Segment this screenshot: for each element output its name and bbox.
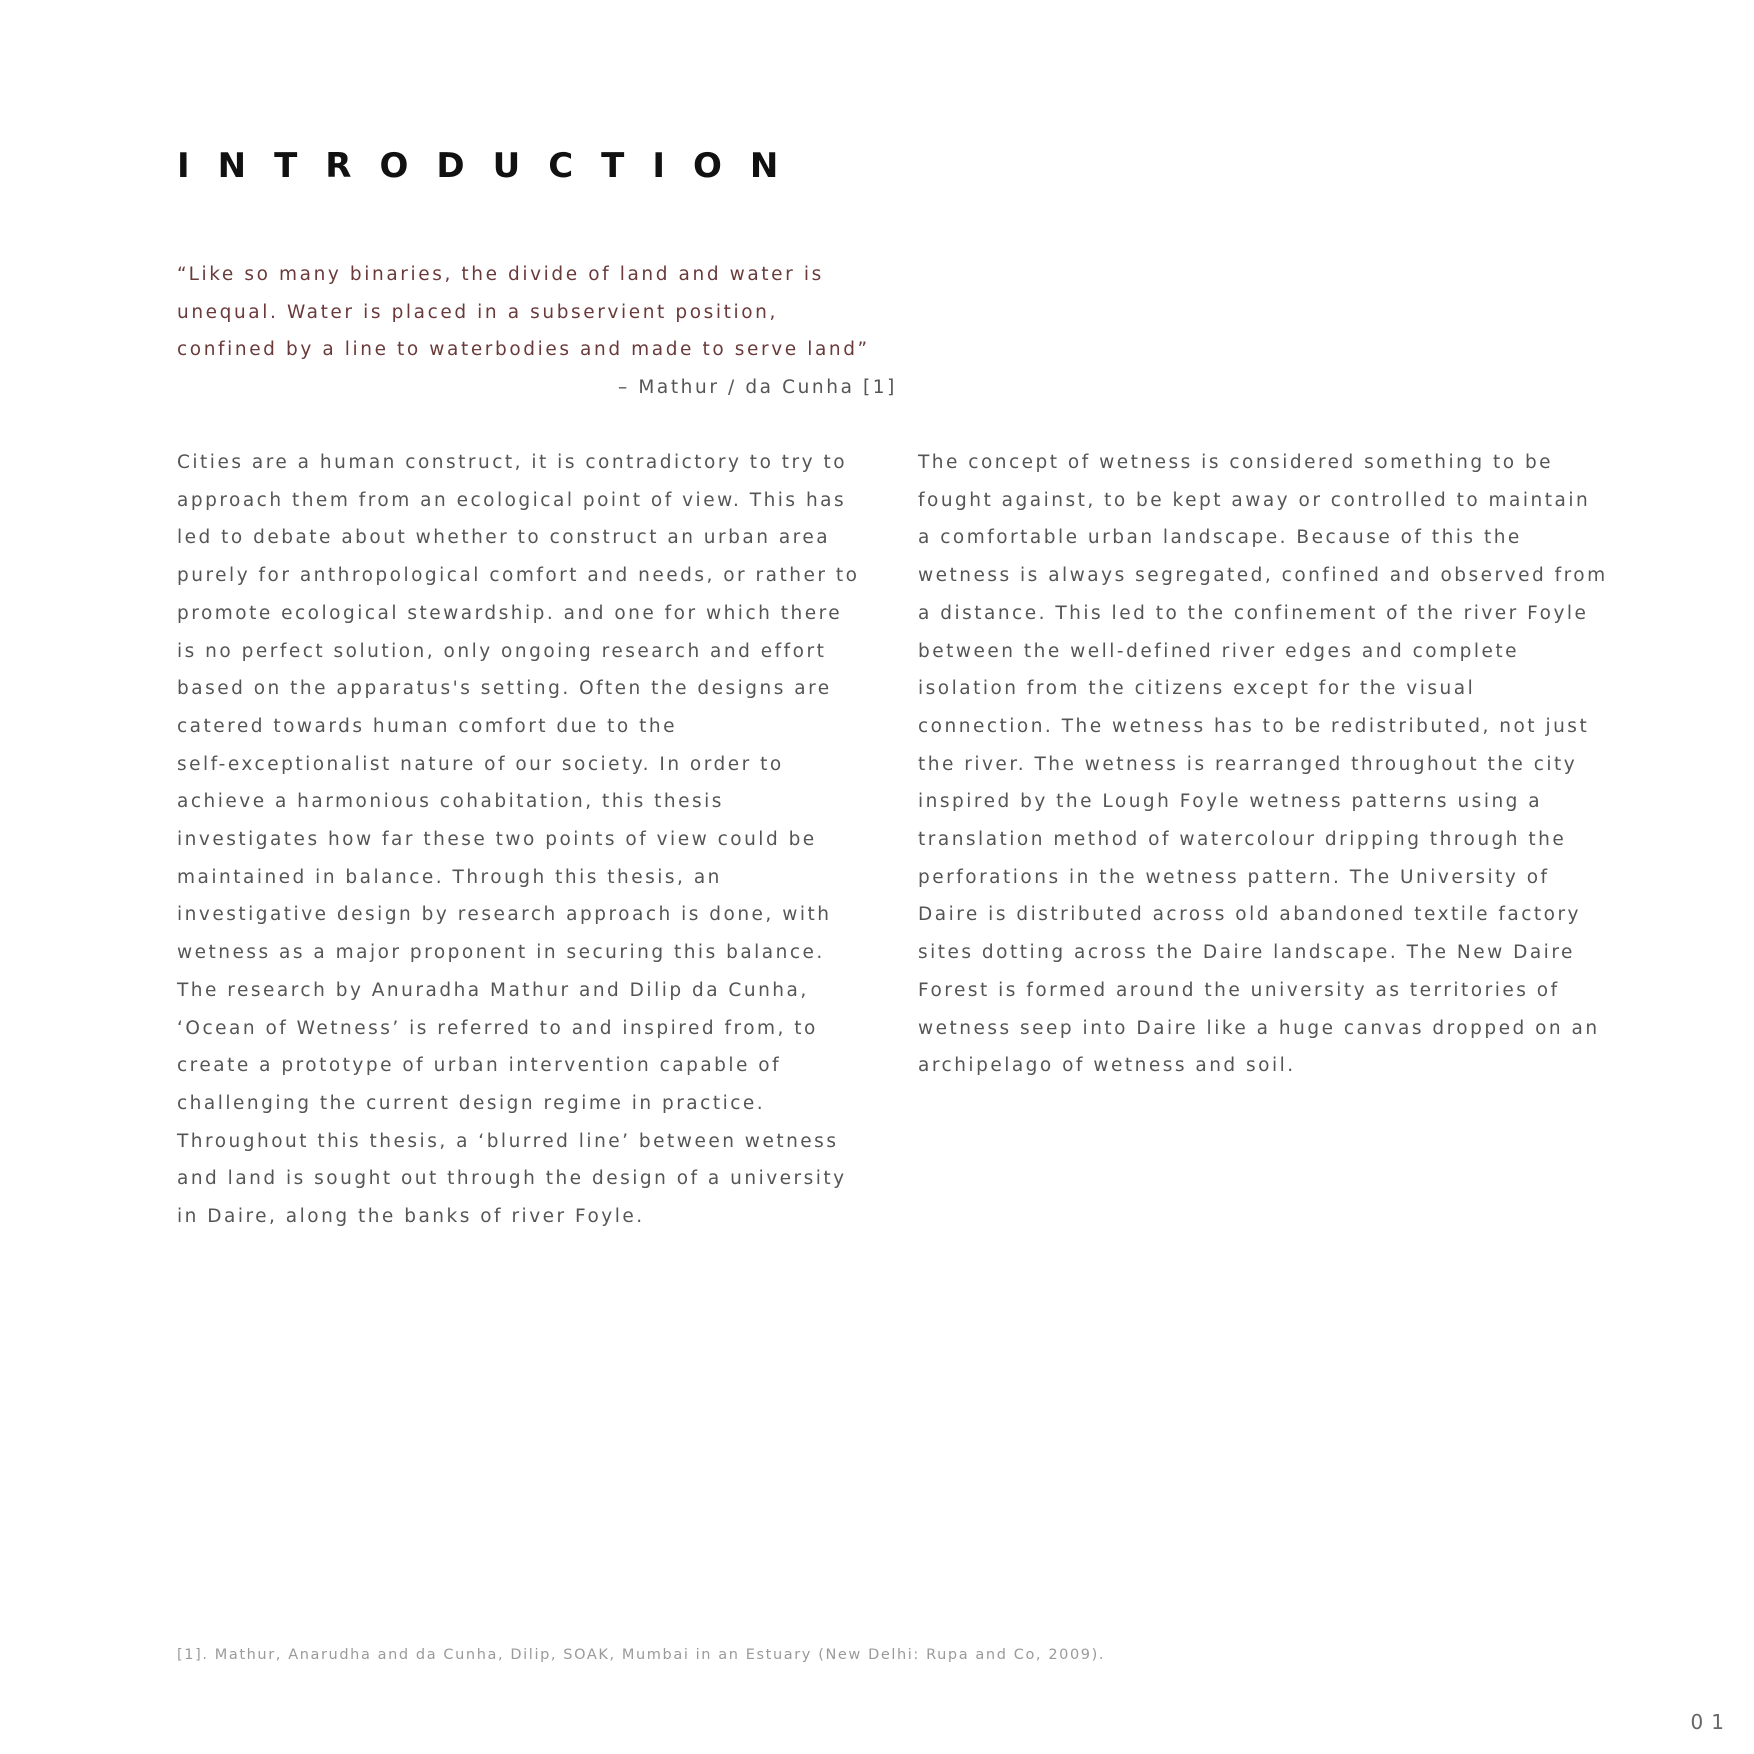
body-line: archipelago of wetness and soil. — [918, 1055, 1296, 1077]
body-line: The research by Anuradha Mathur and Dilip da Cunha, — [177, 979, 809, 1001]
body-line: isolation from the citizens except for the visual — [918, 678, 1476, 700]
body-line: create a prototype of urban intervention capable of — [177, 1055, 782, 1077]
body-line: approach them from an ecological point of view. This has — [177, 489, 847, 511]
body-line: is no perfect solution, only ongoing research and effort — [177, 640, 827, 662]
body-line: and land is sought out through the design of a university — [177, 1168, 847, 1190]
body-line: between the well-defined river edges and complete — [918, 640, 1520, 662]
body-line: self-exceptionalist nature of our society. In order to — [177, 753, 784, 775]
body-line: wetness as a major proponent in securing this balance. — [177, 942, 825, 964]
body-line: connection. The wetness has to be redistributed, not just — [918, 715, 1590, 737]
body-line: wetness is always segregated, confined and observed from — [918, 565, 1608, 587]
body-line: the river. The wetness is rearranged throughout the city — [918, 753, 1578, 775]
body-line: inspired by the Lough Foyle wetness patterns using a — [918, 791, 1543, 813]
body-line: in Daire, along the banks of river Foyle. — [177, 1206, 645, 1228]
body-line: translation method of watercolour dripping through the — [918, 829, 1567, 851]
body-line: wetness seep into Daire like a huge canvas dropped on an — [918, 1017, 1600, 1039]
body-line: Cities are a human construct, it is contradictory to try to — [177, 452, 848, 473]
body-line: sites dotting across the Daire landscape. The New Daire — [918, 942, 1575, 964]
body-line: catered towards human comfort due to the — [177, 715, 677, 737]
epigraph-quote — [177, 256, 897, 407]
body-line: purely for anthropological comfort and needs, or rather to — [177, 565, 860, 587]
footnote: [1]. Mathur, Anarudha and da Cunha, Dilip, SOAK, Mumbai in an Estuary (New Delhi: Rupa and Co, 2009). — [177, 1647, 1106, 1663]
body-line: based on the apparatus's setting. Often the designs are — [177, 678, 832, 700]
body-line: fought against, to be kept away or controlled to maintain — [918, 489, 1591, 511]
body-line: investigates how far these two points of view could be — [177, 829, 817, 851]
page-title: INTRODUCTION — [177, 146, 807, 186]
body-line: The concept of wetness is considered something to be — [918, 452, 1554, 473]
body-line: perforations in the wetness pattern. The University of — [918, 866, 1550, 888]
body-column-right — [918, 444, 1608, 1085]
quote-line: confined by a line to waterbodies and made to serve land” — [177, 339, 870, 361]
body-line: investigative design by research approach is done, with — [177, 904, 832, 926]
quote-attribution: – Mathur / da Cunha [1] — [617, 377, 897, 399]
quote-line: “Like so many binaries, the divide of land and water is — [177, 264, 824, 285]
body-line: led to debate about whether to construct an urban area — [177, 527, 831, 549]
body-line: Daire is distributed across old abandoned textile factory — [918, 904, 1581, 926]
body-line: promote ecological stewardship. and one for which there — [177, 602, 843, 624]
body-line: maintained in balance. Through this thesis, an — [177, 866, 722, 888]
body-line: Forest is formed around the university as territories of — [918, 979, 1560, 1001]
body-line: ‘Ocean of Wetness’ is referred to and inspired from, to — [177, 1017, 818, 1039]
quote-line: unequal. Water is placed in a subservient position, — [177, 301, 778, 323]
body-line: achieve a harmonious cohabitation, this thesis — [177, 791, 724, 813]
body-line: challenging the current design regime in practice. — [177, 1092, 766, 1114]
body-line: Throughout this thesis, a ‘blurred line’ between wetness — [177, 1130, 839, 1152]
body-column-left — [177, 444, 859, 1236]
page-number: 01 — [1690, 1710, 1732, 1734]
body-line: a distance. This led to the confinement of the river Foyle — [918, 602, 1589, 624]
body-line: a comfortable urban landscape. Because of this the — [918, 527, 1522, 549]
